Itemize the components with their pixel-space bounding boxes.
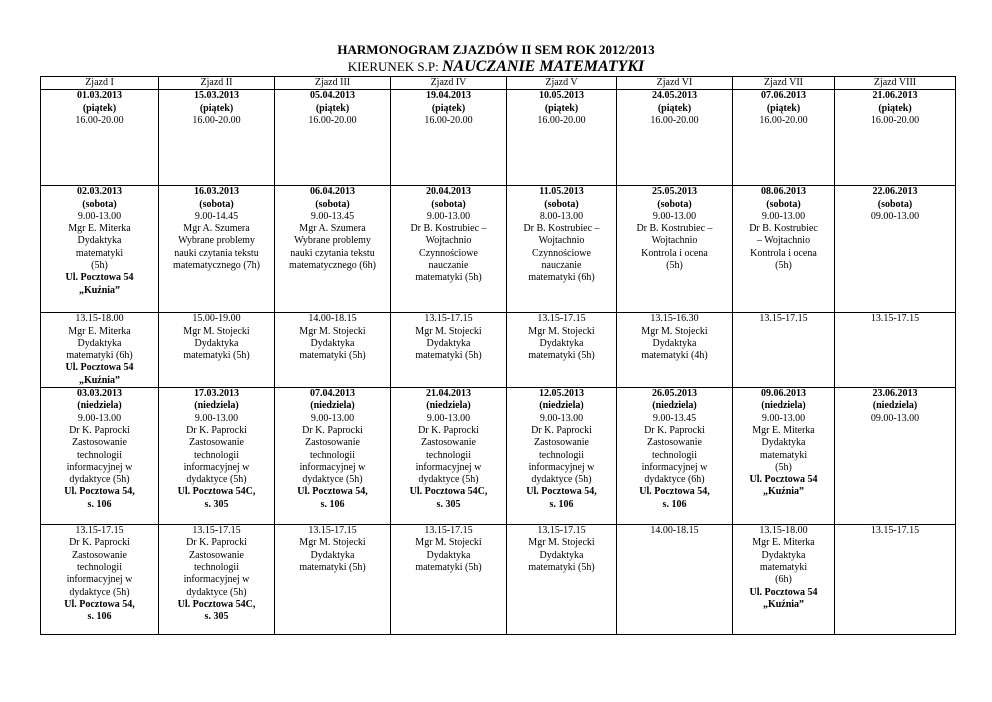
cell-line: Czynnościowe [532, 247, 591, 259]
cell-highlight-line: s. 106 [87, 611, 112, 623]
header-cell: Zjazd V [507, 77, 617, 90]
saturday-afternoon-row [41, 313, 956, 388]
cell-line: informacyjnej w [66, 574, 133, 586]
cell-line: Mgr M. Stojecki [183, 325, 250, 337]
cell-highlight-line: 10.05.2013 [539, 90, 584, 102]
document-title: HARMONOGRAM ZJAZDÓW II SEM ROK 2012/2013 [337, 42, 655, 57]
cell-line: 9.00-14.45 [194, 210, 239, 222]
cell-line: matematycznego (7h) [173, 260, 260, 272]
cell-highlight-line: 19.04.2013 [426, 90, 471, 102]
cell-line: Dr B. Kostrubiec – [523, 223, 600, 235]
cell-line: Mgr E. Miterka [68, 325, 131, 337]
cell-line: technologii [426, 449, 471, 461]
friday-row [41, 90, 956, 186]
cell-line: Dydaktyka [652, 337, 697, 349]
subtitle-prefix: KIERUNEK S.P: [347, 59, 442, 74]
schedule-cell [159, 525, 275, 635]
cell-highlight-line: 07.04.2013 [310, 388, 355, 400]
cell-line: Dr K. Paprocki [186, 537, 247, 549]
cell-line: (5h) [666, 260, 683, 272]
cell-line: nauki czytania tekstu [174, 247, 259, 259]
cell-line: technologii [194, 561, 239, 573]
cell-line: Zastosowanie [534, 437, 589, 449]
cell-line: informacyjnej w [641, 461, 708, 473]
cell-line: Czynnościowe [419, 247, 478, 259]
cell-highlight-line: (niedziela) [77, 400, 122, 412]
cell-line: informacyjnej w [183, 461, 250, 473]
cell-highlight-line: 21.06.2013 [872, 90, 918, 102]
cell-line: dydaktyce (5h) [302, 474, 363, 486]
saturday-morning-row [41, 186, 956, 313]
cell-line: 9.00-13.00 [426, 210, 471, 222]
schedule-cell [507, 186, 617, 313]
cell-highlight-line: s. 106 [320, 498, 345, 510]
header-cell: Zjazd I [41, 77, 159, 90]
cell-line: nauki czytania tekstu [290, 247, 375, 259]
cell-line: 9.00-13.00 [77, 210, 122, 222]
cell-line: Dr K. Paprocki [418, 424, 479, 436]
cell-line: Dr B. Kostrubiec – [410, 223, 487, 235]
cell-line: informacyjnej w [299, 461, 366, 473]
cell-line: Mgr M. Stojecki [415, 537, 482, 549]
cell-line: (5h) [775, 461, 792, 473]
cell-line: matematyki (5h) [183, 350, 250, 362]
schedule-cell [41, 525, 159, 635]
cell-line: 13.15-18.00 [75, 313, 124, 325]
cell-highlight-line: 20.04.2013 [426, 186, 471, 198]
schedule-cell [617, 388, 733, 525]
cell-line: 13.15-17.15 [870, 313, 920, 325]
sunday-afternoon-row [41, 525, 956, 635]
cell-highlight-line: s. 305 [204, 498, 229, 510]
cell-line: informacyjnej w [66, 461, 133, 473]
cell-line: 9.00-13.00 [761, 210, 806, 222]
cell-line: 13.15-17.15 [424, 313, 473, 325]
schedule-cell [617, 313, 733, 388]
cell-line: Dr K. Paprocki [531, 424, 592, 436]
cell-line: 16.00-20.00 [424, 114, 473, 126]
schedule-cell [41, 186, 159, 313]
cell-line: 09.00-13.00 [870, 412, 920, 424]
cell-line: Wybrane problemy [178, 235, 255, 247]
header-cell: Zjazd VIII [835, 77, 956, 90]
cell-highlight-line: (sobota) [315, 198, 350, 210]
cell-line: matematyki [759, 561, 808, 573]
cell-line: 13.15-17.15 [870, 525, 920, 537]
cell-highlight-line: 17.03.2013 [194, 388, 239, 400]
cell-highlight-line: Ul. Pocztowa 54C, [409, 486, 488, 498]
cell-line: matematyki (6h) [66, 350, 133, 362]
cell-highlight-line: (niedziela) [872, 400, 918, 412]
cell-highlight-line: (niedziela) [310, 400, 355, 412]
cell-line: matematyki (5h) [415, 561, 482, 573]
cell-line: Mgr A. Szumera [183, 223, 250, 235]
cell-highlight-line: „Kuźnia” [78, 374, 121, 386]
schedule-cell [391, 90, 507, 186]
cell-line: 9.00-13.00 [652, 210, 697, 222]
cell-line: 9.00-13.00 [426, 412, 471, 424]
cell-highlight-line: (sobota) [766, 198, 801, 210]
cell-highlight-line: 26.05.2013 [652, 388, 697, 400]
schedule-cell [617, 186, 733, 313]
cell-line: Zastosowanie [72, 437, 127, 449]
cell-line: 9.00-13.00 [310, 412, 355, 424]
cell-highlight-line: „Kuźnia” [762, 598, 805, 610]
cell-line: Dydaktyka [761, 549, 806, 561]
cell-line: matematyki (5h) [415, 350, 482, 362]
cell-line: (5h) [775, 260, 792, 272]
cell-line: dydaktyce (5h) [186, 586, 247, 598]
cell-line: technologii [77, 449, 122, 461]
cell-line: dydaktyce (5h) [69, 586, 130, 598]
cell-line: Dydaktyka [426, 337, 471, 349]
cell-highlight-line: Ul. Pocztowa 54C, [177, 598, 256, 610]
cell-line: technologii [652, 449, 697, 461]
cell-line: Kontrola i ocena [750, 247, 817, 259]
cell-line: matematyki [75, 247, 124, 259]
cell-highlight-line: (sobota) [82, 198, 117, 210]
schedule-cell [835, 186, 956, 313]
cell-highlight-line: 08.06.2013 [761, 186, 806, 198]
schedule-cell [41, 90, 159, 186]
cell-line: informacyjnej w [528, 461, 595, 473]
cell-line: Dydaktyka [77, 235, 122, 247]
cell-line: 14.00-18.15 [308, 313, 357, 325]
cell-line: 16.00-20.00 [308, 114, 357, 126]
cell-line: 9.00-13.00 [77, 412, 122, 424]
sunday-morning-row [41, 388, 956, 525]
cell-highlight-line: (niedziela) [426, 400, 471, 412]
cell-line: dydaktyce (5h) [418, 474, 479, 486]
cell-line: matematyki (5h) [299, 350, 366, 362]
cell-highlight-line: „Kuźnia” [78, 284, 121, 296]
schedule-cell [507, 313, 617, 388]
cell-highlight-line: 09.06.2013 [761, 388, 806, 400]
cell-highlight-line: (piątek) [315, 102, 350, 114]
cell-highlight-line: Ul. Pocztowa 54, [64, 598, 135, 610]
cell-line: 16.00-20.00 [650, 114, 699, 126]
header-cell: Zjazd VI [617, 77, 733, 90]
cell-line: 13.15-17.15 [537, 525, 586, 537]
cell-line: Dr K. Paprocki [302, 424, 363, 436]
cell-line: matematyki (4h) [641, 350, 708, 362]
cell-line: Mgr M. Stojecki [528, 537, 595, 549]
cell-line: Dr K. Paprocki [186, 424, 247, 436]
schedule-cell [275, 388, 391, 525]
schedule-cell [159, 388, 275, 525]
cell-line: – Wojtachnio [756, 235, 811, 247]
cell-line: 8.00-13.00 [539, 210, 584, 222]
cell-highlight-line: Ul. Pocztowa 54, [64, 486, 135, 498]
cell-line: Dydaktyka [77, 337, 122, 349]
document-header [0, 41, 992, 75]
schedule-cell [159, 313, 275, 388]
cell-line: informacyjnej w [415, 461, 482, 473]
cell-highlight-line: Ul. Pocztowa 54 [65, 272, 134, 284]
cell-highlight-line: (niedziela) [761, 400, 806, 412]
schedule-cell [275, 525, 391, 635]
cell-line: technologii [310, 449, 355, 461]
cell-highlight-line: (niedziela) [194, 400, 239, 412]
cell-line: Dydaktyka [426, 549, 471, 561]
cell-highlight-line: 06.04.2013 [310, 186, 355, 198]
schedule-cell [507, 90, 617, 186]
cell-highlight-line: 21.04.2013 [426, 388, 471, 400]
header-cell: Zjazd VII [733, 77, 835, 90]
cell-highlight-line: (piątek) [657, 102, 692, 114]
cell-highlight-line: Ul. Pocztowa 54 [749, 474, 818, 486]
schedule-cell [507, 388, 617, 525]
cell-highlight-line: (niedziela) [652, 400, 697, 412]
cell-line: Mgr M. Stojecki [299, 325, 366, 337]
schedule-cell [733, 313, 835, 388]
cell-line: technologii [194, 449, 239, 461]
schedule-cell [275, 313, 391, 388]
cell-line: Zastosowanie [305, 437, 360, 449]
schedule-cell [835, 388, 956, 525]
schedule-cell [733, 388, 835, 525]
cell-highlight-line: Ul. Pocztowa 54 [749, 586, 818, 598]
cell-line: matematyki (6h) [528, 272, 595, 284]
cell-line: 13.15-16.30 [650, 313, 699, 325]
schedule-cell [275, 90, 391, 186]
cell-highlight-line: (piątek) [766, 102, 801, 114]
cell-line: Mgr E. Miterka [68, 223, 131, 235]
cell-line: nauczanie [541, 260, 582, 272]
schedule-cell [733, 90, 835, 186]
cell-line: Dydaktyka [539, 337, 584, 349]
cell-line: Dr K. Paprocki [644, 424, 705, 436]
cell-line: Dydaktyka [539, 549, 584, 561]
cell-highlight-line: Ul. Pocztowa 54, [639, 486, 710, 498]
header-cell: Zjazd III [275, 77, 391, 90]
major-name: NAUCZANIE MATEMATYKI [441, 58, 645, 75]
cell-line: Mgr M. Stojecki [415, 325, 482, 337]
cell-highlight-line: (sobota) [877, 198, 913, 210]
schedule-cell [733, 186, 835, 313]
cell-line: 9.00-13.00 [539, 412, 584, 424]
cell-line: 16.00-20.00 [759, 114, 808, 126]
schedule-cell [733, 525, 835, 635]
cell-highlight-line: Ul. Pocztowa 54, [297, 486, 368, 498]
cell-line: matematyki (5h) [299, 561, 366, 573]
cell-highlight-line: (piątek) [878, 102, 912, 114]
schedule-cell [835, 90, 956, 186]
schedule-cell [391, 313, 507, 388]
schedule-cell [159, 90, 275, 186]
cell-line: Wojtachnio [538, 235, 585, 247]
cell-highlight-line: (sobota) [199, 198, 234, 210]
header-cell: Zjazd II [159, 77, 275, 90]
cell-highlight-line: 22.06.2013 [872, 186, 918, 198]
cell-line: Mgr M. Stojecki [528, 325, 595, 337]
cell-highlight-line: s. 305 [204, 611, 229, 623]
schedule-cell [391, 525, 507, 635]
cell-line: Zastosowanie [72, 549, 127, 561]
cell-line: matematyki [759, 449, 808, 461]
cell-line: 16.00-20.00 [870, 114, 920, 126]
cell-line: dydaktyce (5h) [186, 474, 247, 486]
cell-highlight-line: s. 106 [549, 498, 574, 510]
cell-line: 9.00-13.45 [310, 210, 355, 222]
schedule-cell [617, 525, 733, 635]
cell-line: Dr B. Kostrubiec [749, 223, 818, 235]
cell-highlight-line: (piątek) [199, 102, 234, 114]
cell-line: Wojtachnio [425, 235, 472, 247]
cell-highlight-line: „Kuźnia” [762, 486, 805, 498]
cell-highlight-line: s. 305 [436, 498, 461, 510]
cell-line: 16.00-20.00 [75, 114, 124, 126]
cell-line: dydaktyce (5h) [531, 474, 592, 486]
schedule-cell [275, 186, 391, 313]
cell-highlight-line: 24.05.2013 [652, 90, 697, 102]
cell-line: informacyjnej w [183, 574, 250, 586]
cell-line: 13.15-17.15 [424, 525, 473, 537]
cell-highlight-line: 03.03.2013 [77, 388, 122, 400]
schedule-cell [41, 313, 159, 388]
cell-line: matematyki (5h) [528, 350, 595, 362]
schedule-cell [835, 525, 956, 635]
cell-line: 13.15-17.15 [759, 313, 808, 325]
cell-line: Wybrane problemy [294, 235, 371, 247]
cell-line: 13.15-17.15 [537, 313, 586, 325]
cell-highlight-line: (piątek) [544, 102, 579, 114]
cell-highlight-line: 16.03.2013 [194, 186, 239, 198]
cell-highlight-line: s. 106 [87, 498, 112, 510]
cell-line: Dydaktyka [761, 437, 806, 449]
cell-line: dydaktyce (6h) [644, 474, 705, 486]
cell-line: Dr B. Kostrubiec – [636, 223, 713, 235]
cell-line: (5h) [91, 260, 108, 272]
cell-highlight-line: Ul. Pocztowa 54C, [177, 486, 256, 498]
cell-highlight-line: Ul. Pocztowa 54, [526, 486, 597, 498]
cell-line: Mgr M. Stojecki [641, 325, 708, 337]
cell-highlight-line: (niedziela) [539, 400, 584, 412]
cell-line: matematyki (5h) [528, 561, 595, 573]
cell-line: Dydaktyka [194, 337, 239, 349]
cell-line: (6h) [775, 574, 792, 586]
cell-line: Mgr E. Miterka [752, 537, 815, 549]
cell-line: Mgr A. Szumera [299, 223, 366, 235]
cell-line: 13.15-17.15 [308, 525, 357, 537]
cell-line: 16.00-20.00 [537, 114, 586, 126]
header-cell: Zjazd IV [391, 77, 507, 90]
cell-highlight-line: 23.06.2013 [872, 388, 918, 400]
header-row [41, 77, 956, 90]
schedule-cell [391, 388, 507, 525]
cell-highlight-line: 02.03.2013 [77, 186, 122, 198]
schedule-cell [617, 90, 733, 186]
cell-highlight-line: (piątek) [431, 102, 466, 114]
schedule-cell [835, 313, 956, 388]
cell-line: matematyki (5h) [415, 272, 482, 284]
cell-line: Zastosowanie [647, 437, 702, 449]
cell-highlight-line: s. 106 [662, 498, 687, 510]
cell-line: Zastosowanie [421, 437, 476, 449]
cell-highlight-line: (sobota) [544, 198, 579, 210]
cell-highlight-line: (sobota) [657, 198, 692, 210]
cell-line: nauczanie [428, 260, 469, 272]
cell-line: 9.00-13.45 [652, 412, 697, 424]
cell-line: 13.15-18.00 [759, 525, 808, 537]
cell-line: Dr K. Paprocki [69, 424, 130, 436]
cell-line: 15.00-19.00 [192, 313, 241, 325]
cell-line: 13.15-17.15 [75, 525, 124, 537]
cell-line: Dr K. Paprocki [69, 537, 130, 549]
cell-line: Dydaktyka [310, 337, 355, 349]
cell-line: Zastosowanie [189, 549, 244, 561]
cell-line: technologii [539, 449, 584, 461]
cell-line: Kontrola i ocena [641, 247, 708, 259]
cell-line: 9.00-13.00 [194, 412, 239, 424]
cell-highlight-line: (sobota) [431, 198, 466, 210]
schedule-cell [159, 186, 275, 313]
cell-highlight-line: 05.04.2013 [310, 90, 355, 102]
cell-highlight-line: 15.03.2013 [194, 90, 239, 102]
cell-line: 13.15-17.15 [192, 525, 241, 537]
cell-line: 14.00-18.15 [650, 525, 699, 537]
cell-line: 16.00-20.00 [192, 114, 241, 126]
cell-highlight-line: 12.05.2013 [539, 388, 584, 400]
cell-line: Wojtachnio [651, 235, 698, 247]
schedule-cell [41, 388, 159, 525]
cell-line: 9.00-13.00 [761, 412, 806, 424]
cell-highlight-line: 25.05.2013 [652, 186, 697, 198]
cell-line: Mgr E. Miterka [752, 424, 815, 436]
cell-line: technologii [77, 561, 122, 573]
cell-line: Mgr M. Stojecki [299, 537, 366, 549]
schedule-table [40, 76, 956, 635]
cell-line: Dydaktyka [310, 549, 355, 561]
cell-highlight-line: 01.03.2013 [77, 90, 122, 102]
cell-line: 09.00-13.00 [870, 210, 920, 222]
cell-highlight-line: Ul. Pocztowa 54 [65, 362, 134, 374]
cell-line: matematycznego (6h) [289, 260, 376, 272]
cell-highlight-line: (piątek) [82, 102, 117, 114]
cell-line: Zastosowanie [189, 437, 244, 449]
document-subtitle [0, 58, 992, 75]
cell-highlight-line: 11.05.2013 [539, 186, 584, 198]
schedule-cell [507, 525, 617, 635]
cell-highlight-line: 07.06.2013 [761, 90, 806, 102]
schedule-cell [391, 186, 507, 313]
cell-line: dydaktyce (5h) [69, 474, 130, 486]
